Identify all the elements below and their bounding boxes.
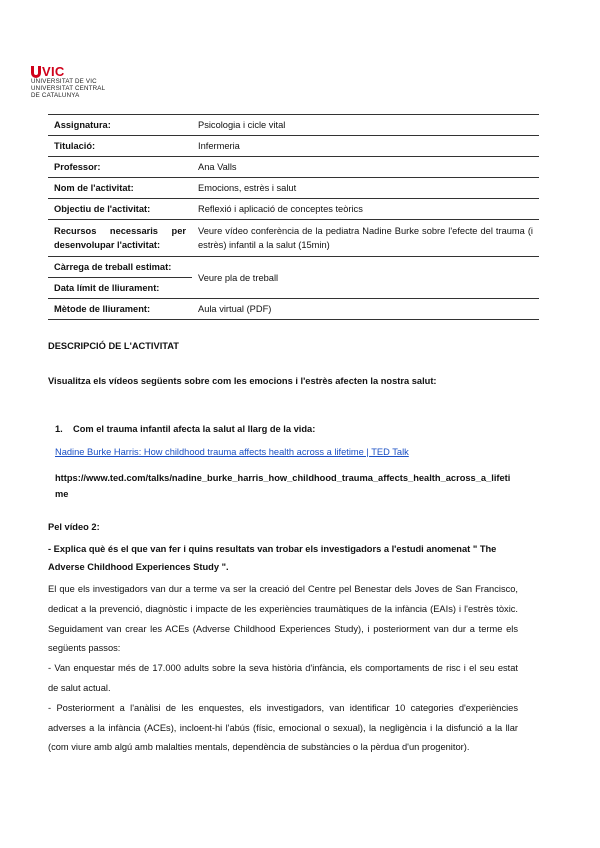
- logo-brand: VIC: [42, 64, 65, 79]
- logo-line-2: UNIVERSITAT CENTRAL: [31, 85, 106, 92]
- section-title: DESCRIPCIÓ DE L'ACTIVITAT: [48, 341, 179, 351]
- table-row: [48, 157, 539, 178]
- table-row: [48, 299, 539, 320]
- table-row: [48, 136, 539, 157]
- table-value: Reflexió i aplicació de conceptes teòrics: [192, 199, 539, 220]
- table-row: [48, 220, 539, 257]
- table-label: Recursos necessaris per desenvolupar l'activitat:: [48, 220, 192, 257]
- table-label: Assignatura:: [48, 115, 192, 136]
- answer-paragraph: - Posteriorment a l'anàlisi de les enquestes, els investigadors, van identificar 10 categories d'experiències adverses a la infància (ACEs), incloent-hi l'abús (físic, emocional o sexual), la negligència i la disfunció a la llar (com viure amb algú amb malalties mentals, dependència de substàncies o la pèrdua d'un progenitor).: [48, 702, 518, 753]
- video-url-text: https://www.ted.com/talks/nadine_burke_harris_how_childhood_trauma_affects_health_across_a_lifetime: [55, 473, 511, 499]
- list-item-text: Com el trauma infantil afecta la salut al llarg de la vida:: [73, 424, 316, 434]
- table-value: Aula virtual (PDF): [192, 299, 539, 320]
- video-2-subheading: Pel vídeo 2:: [48, 522, 100, 532]
- list-item-number: 1.: [55, 424, 63, 434]
- logo-u-shape: [31, 66, 41, 78]
- logo-line-1: UNIVERSITAT DE VIC: [31, 78, 97, 85]
- table-value: Infermeria: [192, 136, 539, 157]
- table-label: Professor:: [48, 157, 192, 178]
- activity-info-table: [48, 114, 539, 320]
- table-row: [48, 115, 539, 136]
- table-label: Titulació:: [48, 136, 192, 157]
- logo-mark: [31, 64, 141, 78]
- table-value: Ana Valls: [192, 157, 539, 178]
- answer-paragraph: - Van enquestar més de 17.000 adults sobre la seva història d'infància, els comportaments de risc i el seu estat de salut actual.: [48, 663, 518, 693]
- university-logo: [31, 64, 141, 99]
- list-item: [55, 424, 315, 434]
- table-value: Emocions, estrès i salut: [192, 178, 539, 199]
- table-label: Objectiu de l'activitat:: [48, 199, 192, 220]
- table-row: [48, 257, 539, 278]
- logo-line-3: DE CATALUNYA: [31, 92, 80, 99]
- question-text: - Explica què és el que van fer i quins resultats van trobar els investigadors a l'estudi anomenat " The Adverse Childhood Experiences Study ".: [48, 544, 497, 572]
- intro-text: Visualitza els vídeos següents sobre com les emocions i l'estrès afecten la nostra salut:: [48, 376, 437, 386]
- table-value: Veure pla de treball: [192, 257, 539, 299]
- table-value: Veure vídeo conferència de la pediatra Nadine Burke sobre l'efecte del trauma (i estrès) infantil a la salut (15min): [192, 220, 539, 257]
- table-label: Data límit de lliurament:: [48, 278, 192, 299]
- table-row: [48, 178, 539, 199]
- answer-block: [48, 580, 518, 758]
- table-label: Nom de l'activitat:: [48, 178, 192, 199]
- table-label: Càrrega de treball estimat:: [48, 257, 192, 278]
- answer-paragraph: El que els investigadors van dur a terme va ser la creació del Centre pel Benestar dels Joves de San Francisco, dedicat a la prevenció, diagnòstic i impacte de les experiències traumàtiques de la infància (EAIs) i l'estrès tòxic. Seguidament van crear les ACEs (Adverse Childhood Experiences Study), i posteriorment van dur a terme els següents passos:: [48, 584, 518, 654]
- table-value: Psicologia i cicle vital: [192, 115, 539, 136]
- ted-talk-link[interactable]: Nadine Burke Harris: How childhood trauma affects health across a lifetime | TED Talk: [55, 447, 409, 457]
- table-row: [48, 199, 539, 220]
- table-label: Mètode de lliurament:: [48, 299, 192, 320]
